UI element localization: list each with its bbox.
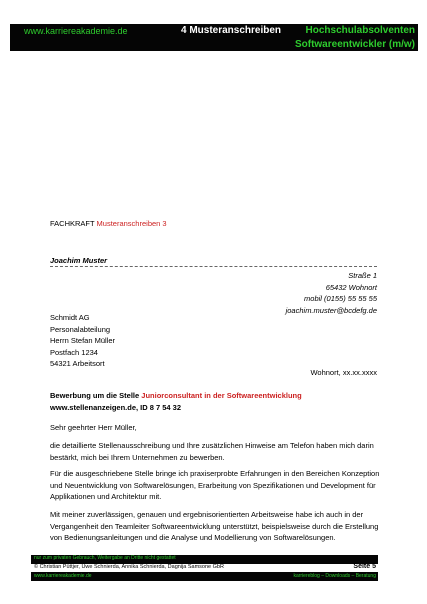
header-bar bbox=[0, 0, 427, 52]
paragraph-1: die detaillierte Stellenausschreibung und Ihre zusätzlichen Hinweise am Telefon haben mich darin bestärkt, mich bei Ihrem Unternehmen zu bewerben. bbox=[50, 441, 374, 462]
letter-date: Wohnort, xx.xx.xxxx bbox=[310, 368, 377, 377]
header-right-title-2: Softwareentwickler (m/w) bbox=[294, 39, 415, 50]
paragraph-2: Für die ausgeschriebene Stelle bringe ich praxiserprobte Erfahrungen in den Bereichen Konzeption und Neuentwicklung von Softwarelösungen, Erarbeitung von Spezifikationen und Development für Applikationen und Architektur mit. bbox=[50, 469, 380, 501]
header-right-title-1: Hochschulabsolventen bbox=[305, 25, 415, 36]
subject-position: Juniorconsultant in der Softwareentwicklung bbox=[141, 391, 302, 400]
page-footer bbox=[31, 555, 378, 581]
sender-city: 65432 Wohnort bbox=[325, 282, 377, 292]
recipient-city: 54321 Arbeitsort bbox=[50, 359, 105, 368]
subject-source: www.stellenanzeigen.de, ID 8 7 54 32 bbox=[50, 402, 182, 412]
subject-prefix: Bewerbung um die Stelle bbox=[50, 391, 140, 400]
document-type-name: Musteranschreiben 3 bbox=[96, 219, 167, 228]
recipient-address bbox=[50, 312, 115, 370]
footer-notice: nur zum privaten Gebrauch, Weitergabe an Dritte nicht gestattet bbox=[34, 555, 176, 561]
sender-address bbox=[286, 270, 377, 316]
footer-nav-links[interactable]: karriereblog – Downloads – Beratung bbox=[293, 573, 376, 579]
header-center-title: 4 Musteranschreiben bbox=[181, 25, 282, 36]
recipient-department: Personalabteilung bbox=[50, 324, 111, 334]
sender-name: Joachim Muster bbox=[50, 256, 108, 265]
sender-divider bbox=[50, 266, 377, 267]
brand-link[interactable]: www.karriereakademie.de bbox=[24, 26, 128, 36]
sender-email: joachim.muster@bcdefg.de bbox=[285, 305, 377, 315]
recipient-pobox: Postfach 1234 bbox=[50, 347, 98, 357]
salutation: Sehr geehrter Herr Müller, bbox=[50, 423, 137, 432]
sender-street: Straße 1 bbox=[348, 271, 377, 280]
page-number: Seite 5 bbox=[353, 563, 376, 570]
subject-line bbox=[50, 390, 380, 413]
footer-website-link[interactable]: www.karriereakademie.de bbox=[34, 573, 92, 579]
recipient-person: Herrn Stefan Müller bbox=[50, 336, 116, 345]
recipient-company: Schmidt AG bbox=[50, 313, 90, 322]
document-type-prefix: FACHKRAFT bbox=[50, 219, 95, 228]
footer-copyright: © Christian Püttjer, Uwe Schnierda, Annika Schnierda, Dagnija Samsone GbR bbox=[34, 564, 224, 570]
paragraph-3: Mit meiner zuverlässigen, genauen und ergebnisorientierten Arbeitsweise habe ich auch in der Vergangenheit den Teamleiter Softwareentwicklung unterstützt, beispielsweise durch die Erstellung von Bedienungsanleitungen und die Analyse und Modellierung von Softwarelösungen. bbox=[50, 510, 379, 542]
document-type-label bbox=[50, 219, 167, 228]
sender-phone: mobil (0155) 55 55 55 bbox=[304, 294, 377, 303]
